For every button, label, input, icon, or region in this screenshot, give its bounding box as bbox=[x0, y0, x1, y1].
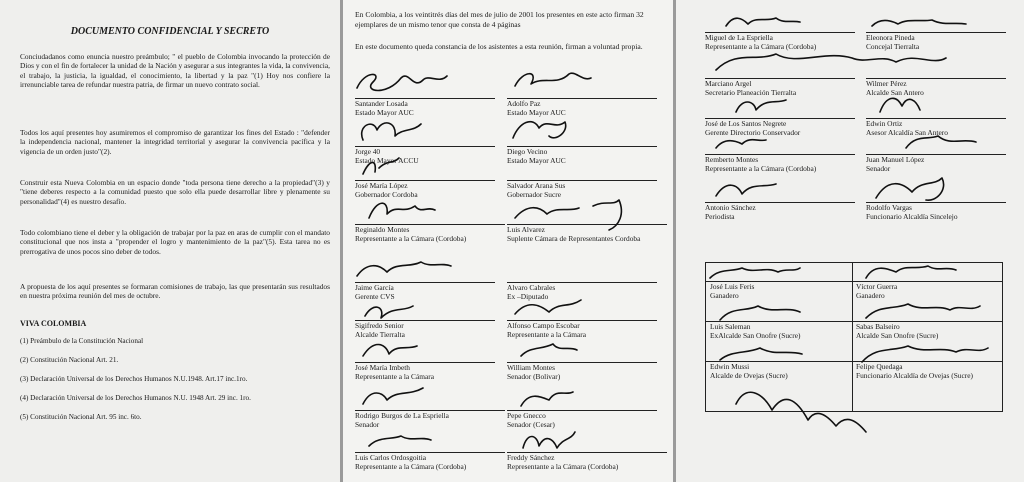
signature-entry bbox=[355, 452, 505, 472]
signer-role: Ganadero bbox=[710, 290, 739, 300]
signer-role: Senador bbox=[866, 163, 891, 173]
signer-name: Juan Manuel López bbox=[866, 155, 925, 164]
signature-entry bbox=[355, 224, 505, 244]
signature-entry bbox=[866, 154, 1006, 174]
signature-entry bbox=[710, 323, 850, 341]
signer-name: Luis Alvarez bbox=[507, 225, 545, 234]
signature-entry bbox=[355, 180, 495, 200]
signer-name: Jorge 40 bbox=[355, 147, 381, 156]
signer-name: Salvador Arana Sus bbox=[507, 181, 566, 190]
signer-name: Edwin Ortiz bbox=[866, 119, 903, 128]
signer-name: Diego Vecino bbox=[507, 147, 548, 156]
signature-entry bbox=[355, 282, 495, 302]
signer-name: Wilmer Pérez bbox=[866, 79, 907, 88]
signer-name: Alfonso Campo Escobar bbox=[507, 321, 580, 330]
signature-table bbox=[705, 262, 1003, 412]
signer-name: Víctor Guerra bbox=[856, 282, 898, 291]
signer-role: Representante a la Cámara (Cordoba) bbox=[355, 233, 467, 243]
signer-name: Santander Losada bbox=[355, 99, 408, 108]
signature-entry bbox=[856, 363, 1000, 381]
signer-role: Periodista bbox=[705, 211, 735, 221]
signer-name: Luis Saleman bbox=[710, 322, 751, 331]
signer-name: Freddy Sánchez bbox=[507, 453, 555, 462]
signature-entry bbox=[507, 320, 657, 340]
signer-role: Concejal Tierralta bbox=[866, 41, 920, 51]
signer-name: Rodrigo Burgos de La Espriella bbox=[355, 411, 449, 420]
signer-name: José María López bbox=[355, 181, 408, 190]
document-title: DOCUMENTO CONFIDENCIAL Y SECRETO bbox=[70, 26, 270, 37]
signature-entry bbox=[705, 32, 855, 52]
signer-role: ExAlcalde San Onofre (Sucre) bbox=[710, 330, 801, 340]
signature-entry bbox=[866, 202, 1006, 222]
signer-role: Asesor Alcaldía San Antero bbox=[866, 127, 948, 137]
signer-role: Suplente Cámara de Representantes Cordoba bbox=[507, 233, 641, 243]
reference-item: (3) Declaración Universal de los Derechos Humanos N.U.1948. Art.17 inc.1ro. bbox=[20, 375, 248, 383]
signature-entry bbox=[710, 363, 850, 381]
signer-name: Pepe Gnecco bbox=[507, 411, 546, 420]
viva-colombia: VIVA COLOMBIA bbox=[20, 319, 87, 328]
paragraph-new-colombia: Construir esta Nueva Colombia en un espacio donde "toda persona tiene derecho a la propiedad"(3) y "tiene deberes respecto a la comunidad puesto que solo ella puede desarrollar libre y plenamente su personalidad"(4) es nuestro desafío. bbox=[20, 178, 330, 206]
intro-date-paragraph: En Colombia, a los veintitrés días del mes de julio de 2001 los presentes en este acto firman 32 ejemplares de un mismo tenor que consta de 4 páginas bbox=[355, 10, 644, 29]
signer-name: José de Los Santos Negrete bbox=[705, 119, 787, 128]
signer-name: Miguel de La Espriella bbox=[705, 33, 773, 42]
signer-role: Estado Mayor ACCU bbox=[355, 155, 419, 165]
signature-entry bbox=[705, 118, 855, 138]
signature-entry bbox=[507, 452, 667, 472]
signer-role: Representante a la Cámara (Cordoba) bbox=[705, 163, 817, 173]
signer-name: Luis Carlos Ordosgoitia bbox=[355, 453, 427, 462]
reference-item: (5) Constitución Nacional Art. 95 inc. 6to. bbox=[20, 413, 142, 421]
signer-role: Alcalde de Ovejas (Sucre) bbox=[710, 370, 788, 380]
signature-entry bbox=[507, 224, 667, 244]
signer-role: Estado Mayor AUC bbox=[355, 107, 414, 117]
signature-entry bbox=[355, 320, 495, 340]
signer-role: Alcalde San Onofre (Sucre) bbox=[856, 330, 939, 340]
signer-role: Funcionario Alcaldía de Ovejas (Sucre) bbox=[856, 370, 973, 380]
page-one bbox=[0, 0, 340, 482]
signer-role: Representante a la Cámara (Cordoba) bbox=[507, 461, 619, 471]
paragraph-peace-duty: Todo colombiano tiene el deber y la obligación de trabajar por la paz en aras de cumplir con el mandato constitucional que nos insta a "propender el logro y mantenimiento de la paz"(5). Esta tarea no es prerrogativa de unos pocos sino deber de todos. bbox=[20, 228, 330, 256]
signer-role: Ganadero bbox=[856, 290, 885, 300]
signer-role: Estado Mayor AUC bbox=[507, 107, 566, 117]
signer-role: Gobernador Cordoba bbox=[355, 189, 418, 199]
signer-role: Gerente Directorio Conservador bbox=[705, 127, 801, 137]
signer-name: Edwin Mussi bbox=[710, 362, 750, 371]
signer-name: Felipe Quedaga bbox=[856, 362, 903, 371]
reference-item: (1) Preámbulo de la Constitución Nacional bbox=[20, 337, 144, 345]
reference-item: (4) Declaración Universal de los Derechos Humanos N.U. 1948 Art. 29 inc. 1ro. bbox=[20, 394, 251, 402]
signer-name: Rodolfo Vargas bbox=[866, 203, 912, 212]
signer-name: William Montes bbox=[507, 363, 555, 372]
references-list bbox=[20, 337, 330, 432]
signature-entry bbox=[507, 410, 657, 430]
signer-name: Eleonora Pineda bbox=[866, 33, 915, 42]
signature-entry bbox=[355, 98, 495, 118]
paragraph-preamble: Conciudadanos como enuncia nuestro preámbulo; " el pueblo de Colombia invocando la protección de Dios y con el fin de fortalecer la unidad de la Nación y asegurar a sus integrantes la vida, la convivencia, el trabajo, la justicia, la igualdad, el conocimiento, la libertad y la paz "(1) Hoy nos confiere la irrenunciable tarea de refundar nuestra patria, de firmar un nuevo contrato social. bbox=[20, 52, 330, 90]
signature-entry bbox=[507, 362, 657, 382]
signer-role: Senador bbox=[355, 419, 380, 429]
signer-role: Secretario Planeación Tierralta bbox=[705, 87, 797, 97]
signature-entry bbox=[355, 146, 495, 166]
signer-role: Ex –Diputado bbox=[507, 291, 549, 301]
signer-role: Representante a la Cámara (Cordoba) bbox=[705, 41, 817, 51]
signer-role: Funcionario Alcaldía Sincelejo bbox=[866, 211, 958, 221]
paragraph-state-goals: Todos los aquí presentes hoy asumiremos el compromiso de garantizar los fines del Estado : "defender la independencia nacional, mantener la integridad territorial y asegurar la convivencia pacífica y la vigencia de un orden justo"(2). bbox=[20, 128, 330, 156]
signature-entry bbox=[507, 282, 657, 302]
signer-name: Sabas Balseiro bbox=[856, 322, 900, 331]
signer-role: Alcalde San Antero bbox=[866, 87, 924, 97]
signature-entry bbox=[856, 323, 1000, 341]
signer-role: Alcalde Tierralta bbox=[355, 329, 405, 339]
signature-entry bbox=[705, 78, 855, 98]
signature-entry bbox=[705, 202, 855, 222]
signature-entry bbox=[507, 180, 657, 200]
signer-name: José Luis Feris bbox=[710, 282, 755, 291]
signature-entry bbox=[866, 78, 1006, 98]
signer-name: José María Imbeth bbox=[355, 363, 411, 372]
signer-role: Estado Mayor AUC bbox=[507, 155, 566, 165]
signature-entry bbox=[705, 154, 855, 174]
signer-role: Representante a la Cámara bbox=[355, 371, 434, 381]
signature-entry bbox=[710, 283, 850, 301]
signer-role: Representante a la Cámara bbox=[507, 329, 586, 339]
signer-name: Remberto Montes bbox=[705, 155, 759, 164]
signer-name: Sigifredo Senior bbox=[355, 321, 404, 330]
signer-name: Reginaldo Montes bbox=[355, 225, 410, 234]
signature-entry bbox=[866, 32, 1006, 52]
signer-name: Marciano Argel bbox=[705, 79, 752, 88]
signature-entry bbox=[856, 283, 1000, 301]
reference-item: (2) Constitución Nacional Art. 21. bbox=[20, 356, 119, 364]
signer-name: Antonio Sánchez bbox=[705, 203, 756, 212]
signature-entry bbox=[507, 98, 657, 118]
intro-attendance-paragraph: En este documento queda constancia de los asistentes a esta reunión, firman a voluntad propia. bbox=[355, 42, 643, 51]
signer-name: Jaime García bbox=[355, 283, 394, 292]
page-two bbox=[343, 0, 673, 482]
signature-entry bbox=[507, 146, 657, 166]
signer-role: Senador (Bolivar) bbox=[507, 371, 561, 381]
signer-role: Gobernador Sucre bbox=[507, 189, 561, 199]
signature-entry bbox=[355, 410, 505, 430]
signer-name: Adolfo Paz bbox=[507, 99, 541, 108]
signature-entry bbox=[866, 118, 1006, 138]
signer-name: Alvaro Cabrales bbox=[507, 283, 556, 292]
paragraph-commissions: A propuesta de los aquí presentes se formaran comisiones de trabajo, las que presentarán sus resultados en nuestra próxima reunión del mes de octubre. bbox=[20, 282, 330, 301]
signer-role: Representante a la Cámara (Cordoba) bbox=[355, 461, 467, 471]
signer-role: Gerente CVS bbox=[355, 291, 395, 301]
signer-role: Senador (Cesar) bbox=[507, 419, 555, 429]
page-three bbox=[676, 0, 1024, 482]
signature-entry bbox=[355, 362, 495, 382]
